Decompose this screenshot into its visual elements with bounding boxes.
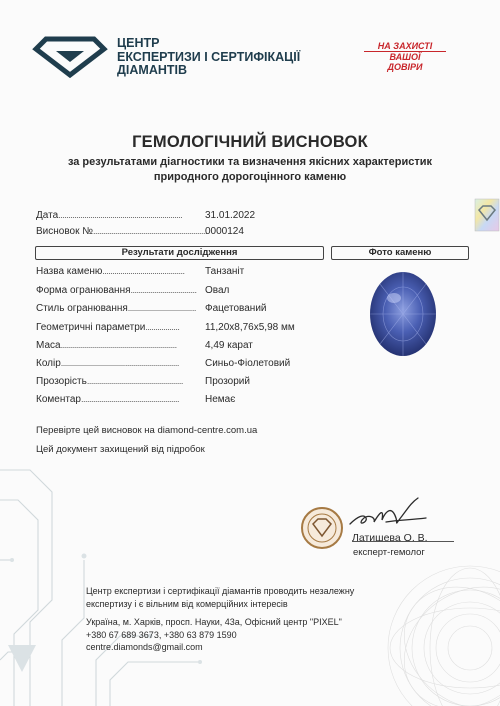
footer-address: Україна, м. Харків, просп. Науки, 43а, Офісний центр "PIXEL" (86, 617, 342, 627)
slogan-line1: НА ЗАХИСТІ (364, 41, 446, 52)
field-label: Прозорість (36, 376, 87, 387)
certificate-label: Висновок № (36, 226, 93, 237)
field-label-row: Назва каменю......................................... (36, 266, 185, 277)
field-label: Форма огранювання (36, 285, 131, 296)
certificate-value: 0000124 (205, 226, 244, 237)
organization-name-line3: ДІАМАНТІВ (117, 63, 188, 77)
field-value: Овал (205, 285, 230, 296)
field-label: Колір (36, 358, 61, 369)
hologram-sticker-icon (474, 198, 500, 232)
signature (346, 494, 438, 534)
document-title: ГЕМОЛОГІЧНИЙ ВИСНОВОК (132, 133, 368, 151)
field-value: Синьо-Фіолетовий (205, 358, 291, 369)
field-label-row: Геометричні параметри................. (36, 322, 180, 333)
field-label: Стиль огранювання (36, 303, 128, 314)
field-label-row: Колір........................................................... (36, 358, 179, 369)
document-subtitle-line2: природного дорогоцінного каменю (153, 171, 347, 183)
organization-name (117, 37, 300, 78)
field-label-row: Стиль огранювання.................................. (36, 303, 196, 314)
verify-prefix: Перевірте цей висновок на (36, 425, 155, 436)
results-header: Результати дослідження (35, 246, 324, 260)
document-subtitle (20, 155, 480, 185)
organization-name-line2: ЕКСПЕРТИЗИ І СЕРТИФІКАЦІЇ (117, 49, 301, 64)
field-value: Фацетований (205, 303, 267, 314)
field-label: Маса (36, 340, 61, 351)
certificate-label-row: Висновок №......................................................... (36, 226, 208, 237)
verify-link[interactable]: diamond-centre.com.ua (157, 425, 258, 436)
date-value: 31.01.2022 (205, 210, 256, 221)
photo-header: Фото каменю (331, 246, 469, 260)
field-label-row: Форма огранювання................................. (36, 285, 197, 296)
field-value: Танзаніт (205, 266, 245, 277)
field-label: Коментар (36, 394, 81, 405)
protected-note: Цей документ захищений від підробок (36, 444, 205, 455)
document-subtitle-line1: за результатами діагностики та визначення якісних характеристик (67, 156, 433, 168)
stone-photo (368, 270, 438, 358)
footer-phones: +380 67 689 3673, +380 63 879 1590 (86, 629, 237, 640)
field-label-row: Коментар................................................. (36, 394, 179, 405)
field-label-row: Маса.......................................................... (36, 340, 177, 351)
date-label-row: Дата.............................................................. (36, 210, 183, 221)
footer-statement (86, 585, 354, 610)
footer-email[interactable]: centre.diamonds@gmail.com (86, 642, 203, 652)
field-value: Немає (205, 394, 236, 405)
stamp-seal-icon (300, 506, 344, 550)
footer-contacts (86, 616, 342, 654)
slogan-line3: ДОВІРИ (387, 62, 423, 72)
verify-note (36, 425, 257, 436)
field-value: 11,20x8,76x5,98 мм (205, 322, 295, 333)
field-value: 4,49 карат (205, 340, 253, 351)
signatory-name: Латишева О. В. (352, 532, 428, 544)
slogan-line2: ВАШОЇ (389, 52, 421, 62)
field-label: Назва каменю (36, 266, 103, 277)
footer-line1: Центр експертизи і сертифікації діамантів проводить незалежну (86, 586, 355, 596)
slogan (364, 41, 446, 72)
signatory-role: експерт-гемолог (353, 547, 425, 558)
organization-name-line1: ЦЕНТР (117, 36, 160, 50)
field-value: Прозорий (205, 376, 250, 387)
diamond-logo-icon (32, 36, 108, 78)
footer-line2: експертизу і є вільним від комерційних інтересів (86, 598, 288, 609)
field-label: Геометричні параметри (36, 322, 146, 333)
field-label-row: Прозорість................................................ (36, 376, 183, 387)
date-label: Дата (36, 210, 59, 221)
